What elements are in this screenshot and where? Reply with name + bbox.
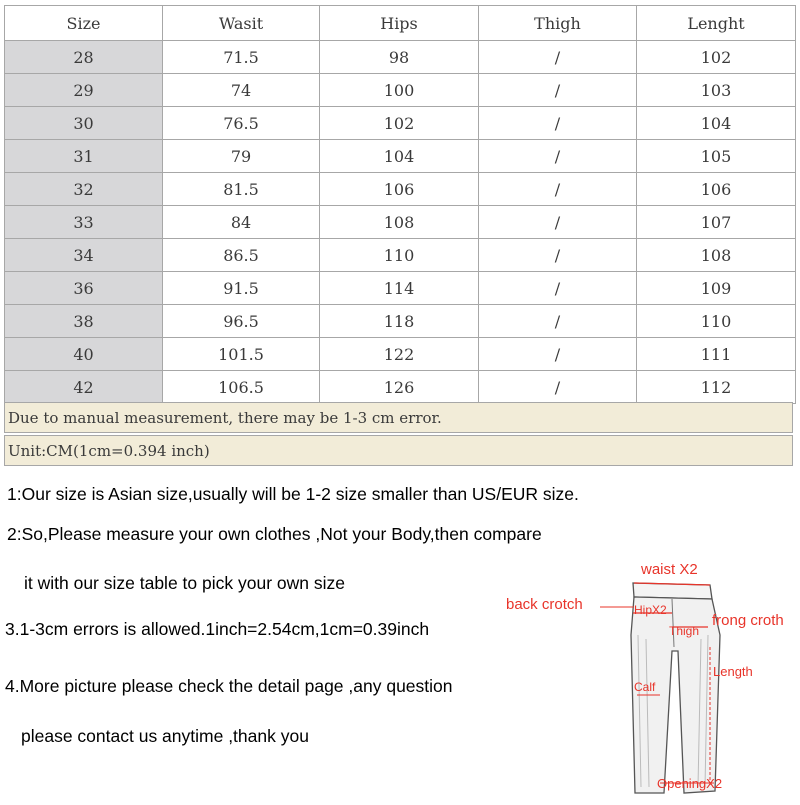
- table-row: [5, 371, 796, 404]
- cell-thigh: /: [479, 338, 637, 371]
- label-front-crotch: frong croth: [712, 612, 784, 629]
- header-waist: Wasit: [163, 6, 320, 41]
- cell-thigh: /: [479, 305, 637, 338]
- unit-note: Unit:CM(1cm=0.394 inch): [4, 435, 793, 466]
- label-back-crotch: back crotch: [506, 596, 583, 613]
- cell-size: 33: [5, 206, 163, 239]
- label-waist: waist X2: [641, 561, 698, 578]
- cell-waist: 106.5: [163, 371, 320, 404]
- cell-hips: 100: [320, 74, 479, 107]
- note-line-4: 3.1-3cm errors is allowed.1inch=2.54cm,1cm=0.39inch: [5, 619, 430, 639]
- cell-thigh: /: [479, 239, 637, 272]
- table-row: [5, 305, 796, 338]
- cell-waist: 86.5: [163, 239, 320, 272]
- cell-waist: 71.5: [163, 41, 320, 74]
- cell-hips: 110: [320, 239, 479, 272]
- cell-size: 40: [5, 338, 163, 371]
- cell-thigh: /: [479, 206, 637, 239]
- cell-size: 42: [5, 371, 163, 404]
- table-row: [5, 272, 796, 305]
- cell-hips: 108: [320, 206, 479, 239]
- cell-waist: 81.5: [163, 173, 320, 206]
- cell-thigh: /: [479, 371, 637, 404]
- cell-length: 104: [637, 107, 796, 140]
- cell-thigh: /: [479, 41, 637, 74]
- cell-hips: 104: [320, 140, 479, 173]
- cell-thigh: /: [479, 74, 637, 107]
- cell-waist: 84: [163, 206, 320, 239]
- table-row: [5, 41, 796, 74]
- header-length: Lenght: [637, 6, 796, 41]
- size-table: [4, 5, 796, 404]
- header-hips: Hips: [320, 6, 479, 41]
- cell-size: 34: [5, 239, 163, 272]
- table-row: [5, 173, 796, 206]
- cell-hips: 102: [320, 107, 479, 140]
- measurement-error-note: Due to manual measurement, there may be 1-3 cm error.: [4, 402, 793, 433]
- cell-waist: 101.5: [163, 338, 320, 371]
- table-row: [5, 74, 796, 107]
- cell-size: 38: [5, 305, 163, 338]
- cell-size: 29: [5, 74, 163, 107]
- pants-measurement-diagram: [500, 555, 800, 800]
- table-row: [5, 107, 796, 140]
- cell-size: 31: [5, 140, 163, 173]
- note-line-2: 2:So,Please measure your own clothes ,Not your Body,then compare: [7, 524, 542, 544]
- cell-length: 105: [637, 140, 796, 173]
- cell-length: 109: [637, 272, 796, 305]
- cell-length: 110: [637, 305, 796, 338]
- cell-length: 107: [637, 206, 796, 239]
- cell-hips: 118: [320, 305, 479, 338]
- table-row: [5, 206, 796, 239]
- cell-length: 102: [637, 41, 796, 74]
- cell-length: 108: [637, 239, 796, 272]
- cell-size: 30: [5, 107, 163, 140]
- cell-size: 32: [5, 173, 163, 206]
- cell-waist: 76.5: [163, 107, 320, 140]
- cell-hips: 106: [320, 173, 479, 206]
- table-row: [5, 140, 796, 173]
- cell-length: 106: [637, 173, 796, 206]
- table-header-row: [5, 6, 796, 41]
- cell-length: 112: [637, 371, 796, 404]
- label-hip: HipX2: [634, 603, 667, 617]
- cell-length: 111: [637, 338, 796, 371]
- note-line-1: 1:Our size is Asian size,usually will be 1-2 size smaller than US/EUR size.: [7, 484, 579, 504]
- note-line-6: please contact us anytime ,thank you: [21, 726, 309, 746]
- cell-waist: 91.5: [163, 272, 320, 305]
- label-calf: Calf: [634, 680, 656, 694]
- note-line-3: it with our size table to pick your own size: [24, 573, 345, 593]
- header-size: Size: [5, 6, 163, 41]
- cell-hips: 126: [320, 371, 479, 404]
- cell-thigh: /: [479, 173, 637, 206]
- header-thigh: Thigh: [479, 6, 637, 41]
- cell-hips: 114: [320, 272, 479, 305]
- cell-thigh: /: [479, 107, 637, 140]
- pants-outline: [500, 555, 800, 800]
- note-line-5: 4.More picture please check the detail page ,any question: [5, 676, 453, 696]
- cell-length: 103: [637, 74, 796, 107]
- cell-size: 36: [5, 272, 163, 305]
- cell-hips: 122: [320, 338, 479, 371]
- cell-waist: 79: [163, 140, 320, 173]
- label-opening: OpeningX2: [657, 776, 723, 791]
- cell-thigh: /: [479, 272, 637, 305]
- table-row: [5, 239, 796, 272]
- label-length: Length: [713, 664, 753, 679]
- cell-size: 28: [5, 41, 163, 74]
- cell-thigh: /: [479, 140, 637, 173]
- cell-waist: 74: [163, 74, 320, 107]
- label-thigh: Thigh: [669, 624, 700, 638]
- cell-hips: 98: [320, 41, 479, 74]
- table-row: [5, 338, 796, 371]
- cell-waist: 96.5: [163, 305, 320, 338]
